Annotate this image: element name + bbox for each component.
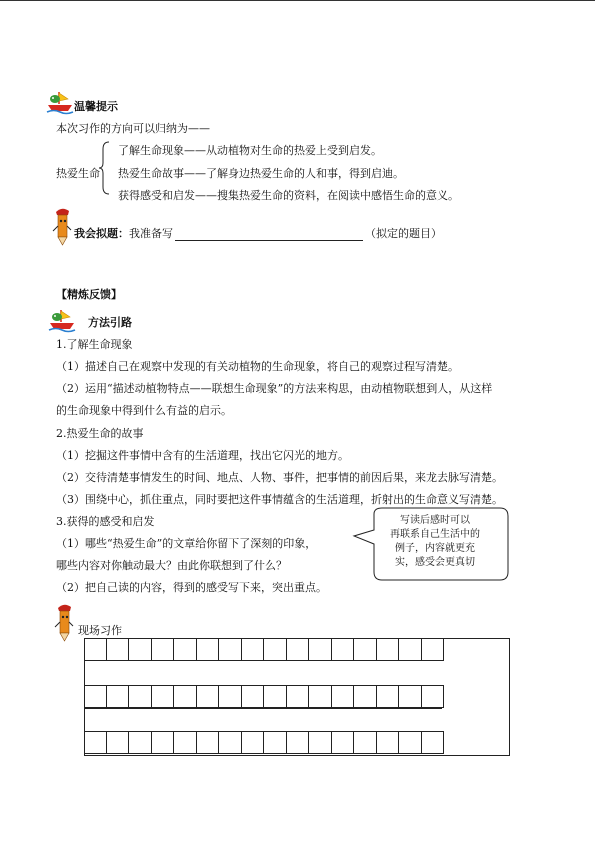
title-prompt-label: 我会拟题： [74, 227, 129, 240]
bubble-line: 例子，内容就更充 [395, 543, 475, 554]
grid-cell[interactable] [107, 638, 130, 661]
grid-cell[interactable] [287, 731, 310, 754]
bubble-line: 写读后感时可以 [400, 515, 470, 526]
method-heading-3: 3.获得的感受和启发 [56, 515, 155, 528]
method-heading-1: 1.了解生命现象 [56, 338, 133, 351]
grid-cell[interactable] [287, 685, 310, 708]
pencil-mascot-icon [50, 206, 74, 246]
tip-item: 热爱生命故事——了解身边热爱生命的人和事，得到启迪。 [118, 167, 404, 180]
grid-cell[interactable] [84, 685, 107, 708]
grid-cell[interactable] [264, 731, 287, 754]
grid-cell[interactable] [422, 638, 445, 661]
tip-item: 了解生命现象——从动植物对生命的热爱上受到启发。 [118, 144, 382, 157]
brace-symbol [98, 141, 110, 195]
grid-cell[interactable] [107, 731, 130, 754]
tip-title: 温馨提示 [74, 100, 118, 113]
title-prompt-suffix: （拟定的题目） [365, 227, 442, 240]
method-text: （1）哪些“热爱生命”的文章给你留下了深刻的印象， [56, 537, 317, 550]
grid-cell[interactable] [129, 731, 152, 754]
grid-cell[interactable] [129, 638, 152, 661]
grid-cell[interactable] [377, 685, 400, 708]
method-text: （1）挖掘这件事情中含有的生活道理，找出它闪光的地方。 [56, 449, 349, 462]
bubble-text [374, 514, 496, 570]
grid-cell[interactable] [422, 731, 445, 754]
grid-cell[interactable] [129, 685, 152, 708]
grid-cell[interactable] [309, 731, 332, 754]
method-text: （1）描述自己在观察中发现的有关动植物的生命现象，将自己的观察过程写清楚。 [56, 360, 459, 373]
grid-divider [84, 708, 442, 709]
grid-cell[interactable] [377, 731, 400, 754]
grid-cell[interactable] [197, 638, 220, 661]
method-text: 的生命现象中得到什么有益的启示。 [56, 404, 232, 417]
grid-cell[interactable] [309, 638, 332, 661]
grid-row[interactable] [84, 731, 444, 754]
grid-cell[interactable] [354, 638, 377, 661]
grid-cell[interactable] [399, 638, 422, 661]
method-text: （2）把自己读的内容，得到的感受写下来，突出重点。 [56, 581, 327, 594]
grid-cell[interactable] [287, 638, 310, 661]
grid-cell[interactable] [332, 685, 355, 708]
grid-cell[interactable] [197, 731, 220, 754]
grid-row[interactable] [84, 638, 444, 661]
method-text: （3）围绕中心，抓住重点，同时要把这件事情蕴含的生活道理，折射出的生命意义写清楚。 [56, 493, 503, 506]
grid-cell[interactable] [332, 638, 355, 661]
method-heading-2: 2.热爱生命的故事 [56, 427, 144, 440]
tip-intro: 本次习作的方向可以归纳为—— [56, 122, 210, 135]
grid-cell[interactable] [152, 685, 175, 708]
method-text: （2）运用“描述动植物特点——联想生命现象”的方法来构思，由动植物联想到人，从这样 [56, 382, 493, 395]
grid-cell[interactable] [219, 638, 242, 661]
grid-cell[interactable] [242, 731, 265, 754]
grid-cell[interactable] [242, 685, 265, 708]
practice-label: 现场习作 [78, 624, 122, 637]
grid-cell[interactable] [174, 685, 197, 708]
grid-cell[interactable] [354, 685, 377, 708]
grid-cell[interactable] [377, 638, 400, 661]
grid-cell[interactable] [107, 685, 130, 708]
method-text: 哪些内容对你触动最大？由此你联想到了什么？ [56, 559, 287, 572]
grid-cell[interactable] [422, 685, 445, 708]
tip-item: 获得感受和启发——搜集热爱生命的资料，在阅读中感悟生命的意义。 [118, 189, 459, 202]
grid-cell[interactable] [399, 685, 422, 708]
grid-cell[interactable] [354, 731, 377, 754]
header-rule [0, 0, 595, 1]
title-prompt-prefix: 我准备写 [129, 227, 173, 240]
writing-grid[interactable] [84, 638, 510, 756]
tip-group-label: 热爱生命 [56, 167, 100, 180]
grid-cell[interactable] [332, 731, 355, 754]
boat-mascot-icon [48, 308, 76, 334]
bubble-line: 实，感受会更真切 [395, 557, 475, 568]
title-blank-line[interactable] [175, 229, 363, 241]
grid-cell[interactable] [174, 731, 197, 754]
bubble-line: 再联系自己生活中的 [390, 529, 480, 540]
grid-cell[interactable] [152, 638, 175, 661]
grid-cell[interactable] [264, 638, 287, 661]
grid-cell[interactable] [219, 731, 242, 754]
grid-cell[interactable] [152, 731, 175, 754]
grid-cell[interactable] [264, 685, 287, 708]
grid-cell[interactable] [197, 685, 220, 708]
pencil-mascot-icon [52, 602, 76, 642]
grid-cell[interactable] [242, 638, 265, 661]
grid-cell[interactable] [174, 638, 197, 661]
grid-row[interactable] [84, 685, 444, 708]
method-title: 方法引路 [88, 316, 132, 329]
grid-cell[interactable] [84, 731, 107, 754]
boat-mascot-icon [46, 90, 74, 116]
grid-cell[interactable] [219, 685, 242, 708]
grid-cell[interactable] [309, 685, 332, 708]
feedback-heading: 【精炼反馈】 [56, 288, 122, 301]
grid-cell[interactable] [84, 638, 107, 661]
grid-cell[interactable] [399, 731, 422, 754]
title-prompt-row [74, 227, 442, 241]
method-text: （2）交待清楚事情发生的时间、地点、人物、事件，把事情的前因后果，来龙去脉写清楚。 [56, 471, 503, 484]
